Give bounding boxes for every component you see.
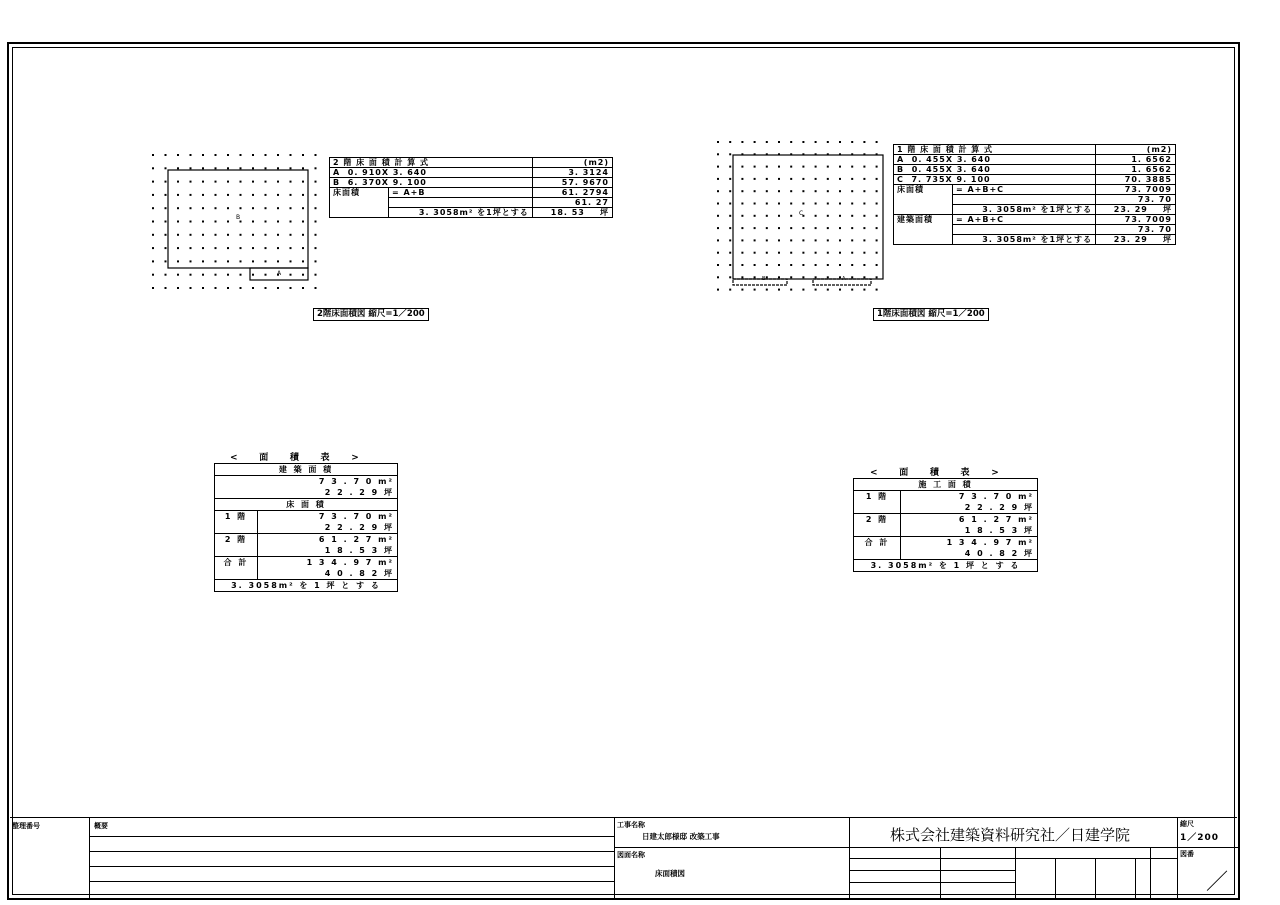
seiri-label: 整理番号 — [12, 822, 40, 830]
table-row: 合 計 1 3 4 . 9 7 m² — [215, 557, 398, 569]
sheet-mark: ／ — [1206, 870, 1229, 895]
floor2-calc-table: 2 階 床 面 積 計 算 式 (m2) A 0. 910X 3. 640 3. 3124 B 6. 370X 9. 100 57. 9670 床面積 = A+B 61. 2794 61. 27 3. 3058m² を1坪とする 18. 53 坪 — [329, 157, 613, 218]
floor2-floor-area-label: 床面積 — [330, 188, 389, 218]
sheet-label: 図番 — [1180, 850, 1194, 858]
floor1-calc-table: 1 階 床 面 積 計 算 式 (m2) A 0. 455X 3. 640 1. 6562 B 0. 455X 3. 640 1. 6562 C 7. 735X 9. 100 70. 3885 床面積 = A+B+C 73. 7009 73. 70 3. 3058m² を1坪とする 23. 29 坪 建築面積 = A+B+C 73. 7009 73. 70 3. 3058m² を1坪とする 23. 29 坪 — [893, 144, 1176, 245]
company-name: 株式会社建築資料研究社／日建学院 — [890, 826, 1131, 844]
floor2-calc-unit: (m2) — [532, 158, 612, 168]
project-label: 工事名称 — [617, 821, 645, 829]
floor1-caption: 1階床面積図 縮尺=1／200 — [873, 308, 989, 321]
table-row: A 0. 455X 3. 640 1. 6562 — [894, 155, 1176, 165]
floor2-calc-title: 2 階 床 面 積 計 算 式 — [330, 158, 533, 168]
table-row: 2 階 6 1 . 2 7 m² — [215, 534, 398, 546]
scale-label: 縮尺 — [1180, 820, 1194, 828]
summary-right-title: < 面 積 表 > — [870, 468, 1000, 478]
floor1-plan-label-c: C — [799, 210, 804, 217]
drawing-name: 床面積図 — [655, 869, 685, 878]
table-row: C 7. 735X 9. 100 70. 3885 — [894, 175, 1176, 185]
table-row: 1 階 7 3 . 7 0 m² — [854, 491, 1038, 503]
scale-value: 1／200 — [1180, 833, 1220, 843]
gaiyo-label: 概要 — [94, 822, 108, 830]
table-row: A 0. 910X 3. 640 3. 3124 — [330, 168, 613, 178]
floor2-plan — [148, 150, 328, 302]
floor1-plan-label-b: B — [762, 276, 766, 282]
summary-left-title: < 面 積 表 > — [230, 453, 360, 463]
table-row: 2 階 6 1 . 2 7 m² — [854, 514, 1038, 526]
title-block — [10, 817, 1237, 898]
project-name: 日建太郎様邸 改築工事 — [642, 832, 720, 841]
floor1-plan — [713, 137, 893, 300]
drawing-label: 図面名称 — [617, 851, 645, 859]
table-row: B 6. 370X 9. 100 57. 9670 — [330, 178, 613, 188]
floor2-plan-label-a: A — [277, 270, 282, 277]
floor2-plan-label-b: B — [236, 214, 241, 221]
table-row: B 0. 455X 3. 640 1. 6562 — [894, 165, 1176, 175]
floor2-caption: 2階床面積図 縮尺=1／200 — [313, 308, 429, 321]
floor1-plan-label-a: A — [842, 276, 846, 282]
summary-right-table: 施 工 面 積 1 階 7 3 . 7 0 m² 2 2 . 2 9 坪 2 階 6 1 . 2 7 m² 1 8 . 5 3 坪 合 計 1 3 4 . 9 7 m² 4 0 . 8 2 坪 3. 3058m² を 1 坪 と す る — [853, 478, 1038, 572]
table-row: 1 階 7 3 . 7 0 m² — [215, 511, 398, 523]
table-row: 合 計 1 3 4 . 9 7 m² — [854, 537, 1038, 549]
summary-left-table: 建 築 面 積 7 3 . 7 0 m² 2 2 . 2 9 坪 床 面 積 1 階 7 3 . 7 0 m² 2 2 . 2 9 坪 2 階 6 1 . 2 7 m² 1 8 . 5 3 坪 合 計 1 3 4 . 9 7 m² 4 0 . 8 2 坪 3. 3058m² を 1 坪 と す る — [214, 463, 398, 592]
